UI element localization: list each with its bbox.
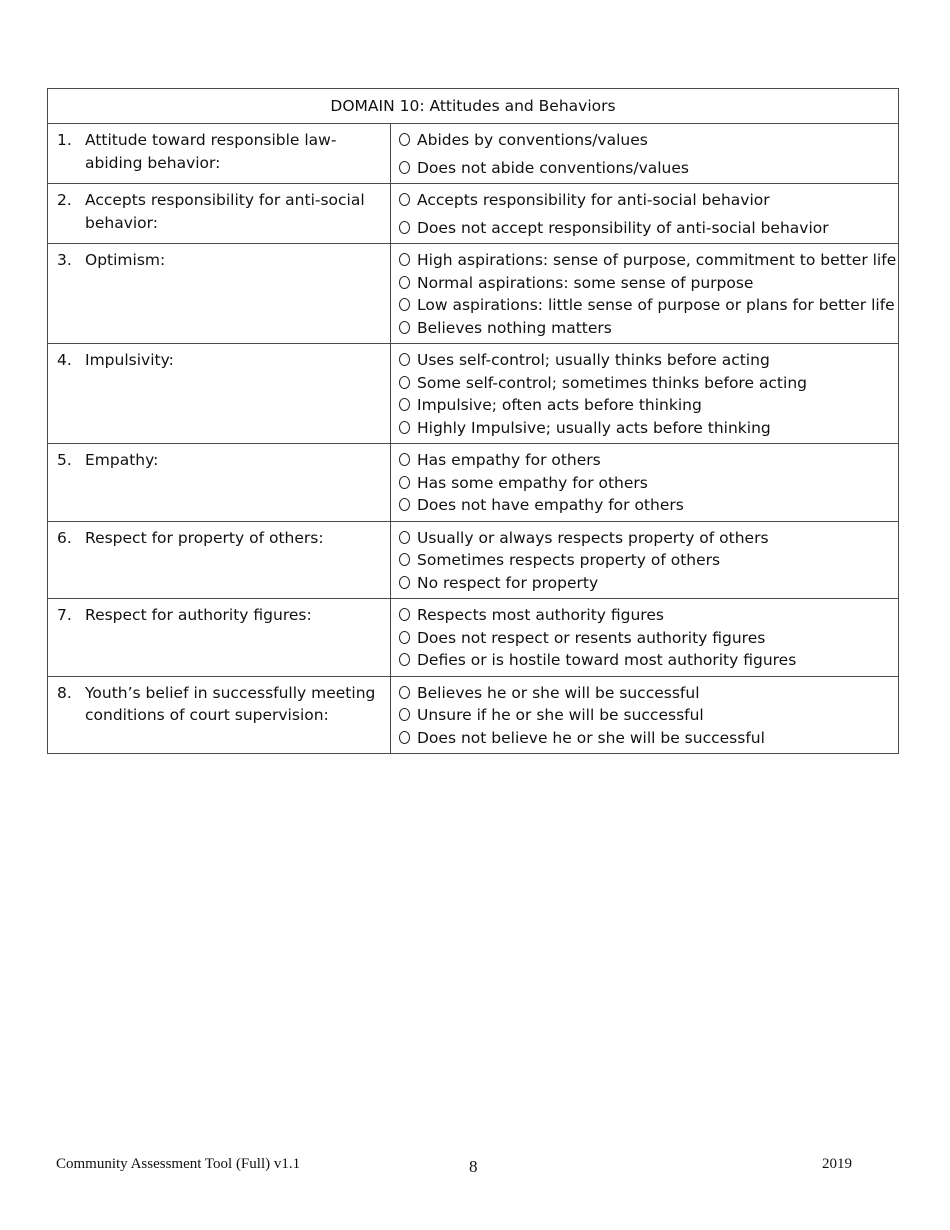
domain-header: DOMAIN 10: Attitudes and Behaviors [48,89,899,124]
option-item[interactable] [399,249,897,272]
option-label: Some self-control; sometimes thinks before acting [417,373,807,392]
option-label: Low aspirations: little sense of purpose or plans for better life [417,296,895,314]
option-label: Uses self-control; usually thinks before acting [417,351,770,369]
option-label: No respect for property [417,573,599,592]
radio-circle-icon[interactable] [399,608,410,621]
radio-circle-icon[interactable] [399,476,410,489]
options-cell [391,444,899,522]
footer-title: Community Assessment Tool (Full) v1.1 [56,1156,301,1172]
option-item[interactable] [399,704,892,727]
question-number: 8. [57,683,72,702]
option-label: Does not respect or resents authority figures [417,628,766,647]
radio-circle-icon[interactable] [399,276,410,289]
radio-circle-icon[interactable] [399,708,410,721]
option-label: Has empathy for others [417,451,601,469]
question-text: Accepts responsibility for anti-social behavior: [85,191,365,232]
option-item[interactable] [399,604,892,627]
option-item[interactable] [399,217,892,240]
option-item[interactable] [399,649,892,672]
options-cell [391,244,899,344]
domain-header-row [48,89,899,124]
question-row [48,599,899,677]
option-item[interactable] [399,494,892,517]
question-text: Attitude toward responsible law-abiding behavior: [85,131,337,172]
question-row [48,676,899,754]
question-row [48,124,899,184]
option-item[interactable] [399,349,892,372]
question-cell [48,244,391,344]
question-cell [48,184,391,244]
option-item[interactable] [399,157,892,180]
option-label: Believes he or she will be successful [417,683,700,702]
question-number: 2. [57,191,72,209]
option-item[interactable] [399,272,892,295]
option-item[interactable] [399,417,892,440]
question-cell [48,521,391,599]
radio-circle-icon[interactable] [399,253,410,266]
question-number: 1. [57,131,72,149]
option-item[interactable] [399,627,892,650]
option-item[interactable] [399,572,892,595]
option-item[interactable] [399,317,892,340]
option-label: Accepts responsibility for anti-social behavior [417,191,770,209]
option-item[interactable] [399,682,892,705]
radio-circle-icon[interactable] [399,453,410,466]
footer-year: 2019 [822,1156,852,1172]
domain-table [47,88,899,754]
option-label: Does not have empathy for others [417,496,684,514]
option-item[interactable] [399,294,895,317]
options-cell [391,676,899,754]
radio-circle-icon[interactable] [399,221,410,234]
option-item[interactable] [399,372,892,395]
question-row [48,521,899,599]
option-item[interactable] [399,394,892,417]
question-text: Optimism: [85,251,166,269]
question-row [48,244,899,344]
radio-circle-icon[interactable] [399,353,410,366]
option-label: High aspirations: sense of purpose, commitment to better life [417,251,897,269]
option-label: Normal aspirations: some sense of purpose [417,273,754,292]
question-number: 6. [57,528,72,547]
question-number: 4. [57,351,72,369]
option-item[interactable] [399,527,892,550]
option-label: Respects most authority figures [417,606,664,624]
option-label: Unsure if he or she will be successful [417,706,704,724]
question-text: Respect for property of others: [85,528,324,547]
options-cell [391,124,899,184]
question-row [48,344,899,444]
radio-circle-icon[interactable] [399,298,410,311]
option-item[interactable] [399,549,892,572]
radio-circle-icon[interactable] [399,161,410,174]
radio-circle-icon[interactable] [399,133,410,146]
option-label: Defies or is hostile toward most authority figures [417,651,797,669]
question-text: Youth’s belief in successfully meeting conditions of court supervision: [85,683,376,724]
question-cell [48,124,391,184]
option-label: Does not abide conventions/values [417,158,689,177]
radio-circle-icon[interactable] [399,421,410,434]
option-item[interactable] [399,472,892,495]
option-label: Usually or always respects property of others [417,528,769,547]
radio-circle-icon[interactable] [399,553,410,566]
options-cell [391,184,899,244]
radio-circle-icon[interactable] [399,631,410,644]
option-label: Sometimes respects property of others [417,551,721,569]
radio-circle-icon[interactable] [399,653,410,666]
options-cell [391,344,899,444]
question-cell [48,676,391,754]
radio-circle-icon[interactable] [399,686,410,699]
option-label: Does not believe he or she will be successful [417,728,765,747]
radio-circle-icon[interactable] [399,531,410,544]
option-item[interactable] [399,189,892,212]
option-item[interactable] [399,727,892,750]
option-label: Does not accept responsibility of anti-social behavior [417,218,829,237]
question-number: 5. [57,451,72,469]
option-label: Believes nothing matters [417,318,612,337]
question-number: 7. [57,606,72,624]
page-number: 8 [469,1157,478,1176]
question-number: 3. [57,251,72,269]
option-item[interactable] [399,449,892,472]
option-label: Highly Impulsive; usually acts before thinking [417,418,771,437]
options-cell [391,599,899,677]
question-cell [48,599,391,677]
radio-circle-icon[interactable] [399,398,410,411]
option-label: Has some empathy for others [417,473,648,492]
question-text: Empathy: [85,451,159,469]
question-row [48,184,899,244]
radio-circle-icon[interactable] [399,193,410,206]
radio-circle-icon[interactable] [399,376,410,389]
option-label: Abides by conventions/values [417,131,648,149]
radio-circle-icon[interactable] [399,321,410,334]
question-cell [48,344,391,444]
question-text: Impulsivity: [85,351,174,369]
question-row [48,444,899,522]
radio-circle-icon[interactable] [399,731,410,744]
radio-circle-icon[interactable] [399,498,410,511]
option-label: Impulsive; often acts before thinking [417,396,702,414]
radio-circle-icon[interactable] [399,576,410,589]
option-item[interactable] [399,129,892,152]
question-cell [48,444,391,522]
options-cell [391,521,899,599]
question-text: Respect for authority figures: [85,606,312,624]
